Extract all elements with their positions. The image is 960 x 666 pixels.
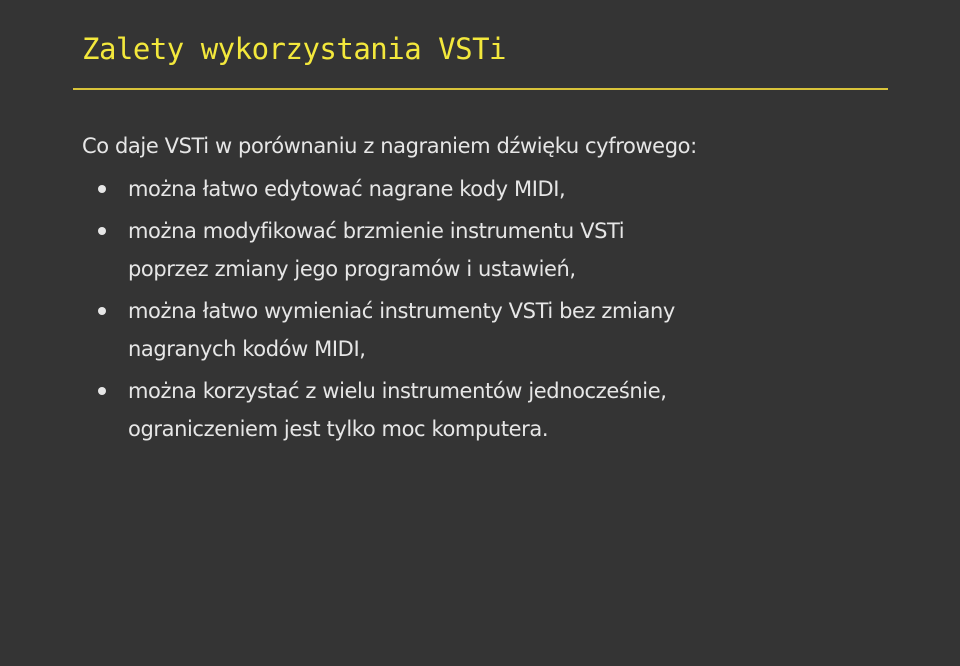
bullet-list bbox=[82, 170, 882, 448]
bullet-text-continuation: nagranych kodów MIDI, bbox=[128, 337, 366, 361]
bullet-text: można łatwo wymieniać instrumenty VSTi bez zmiany bbox=[128, 299, 675, 323]
bullet-icon bbox=[98, 227, 106, 235]
bullet-text: można korzystać z wielu instrumentów jednocześnie, bbox=[128, 379, 667, 403]
bullet-icon bbox=[98, 185, 106, 193]
bullet-icon bbox=[98, 307, 106, 315]
bullet-text-continuation: ograniczeniem jest tylko moc komputera. bbox=[128, 417, 549, 441]
bullet-text: można łatwo edytować nagrane kody MIDI, bbox=[128, 177, 566, 201]
bullet-text-continuation: poprzez zmiany jego programów i ustawień, bbox=[128, 257, 576, 281]
bullet-item-1 bbox=[82, 170, 882, 208]
bullet-icon bbox=[98, 387, 106, 395]
bullet-item-3 bbox=[82, 292, 882, 368]
bullet-item-2 bbox=[82, 212, 882, 288]
slide-content bbox=[82, 128, 882, 452]
slide-title: Zalety wykorzystania VSTi bbox=[82, 32, 506, 66]
title-underline bbox=[73, 88, 888, 90]
intro-text: Co daje VSTi w porównaniu z nagraniem dźwięku cyfrowego: bbox=[82, 134, 697, 158]
bullet-item-4 bbox=[82, 372, 882, 448]
bullet-text: można modyfikować brzmienie instrumentu VSTi bbox=[128, 219, 625, 243]
